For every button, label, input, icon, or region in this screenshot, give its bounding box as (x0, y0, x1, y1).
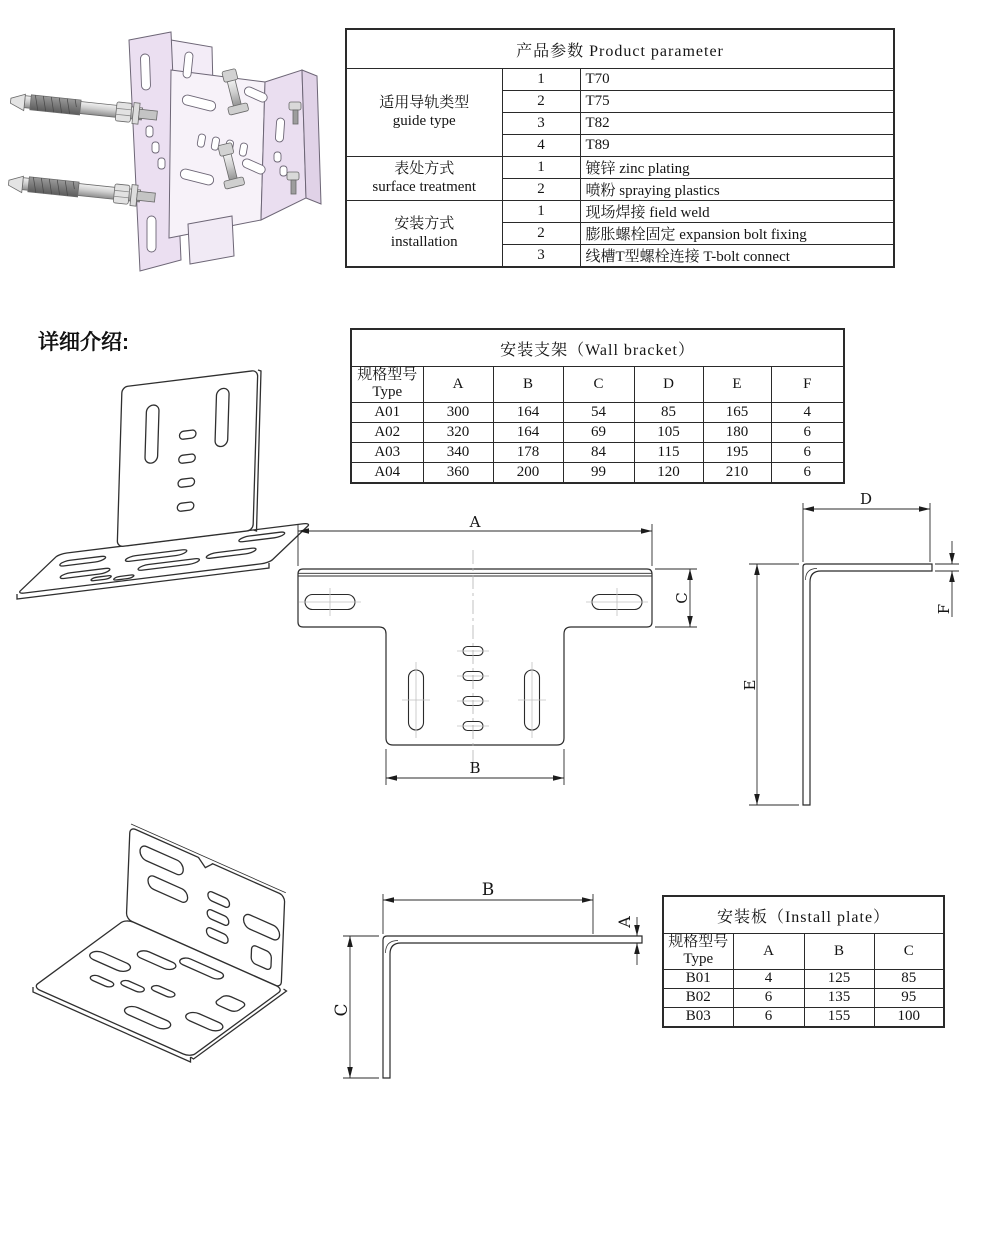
row-index-cell: 4 (502, 135, 580, 157)
column-header-type (663, 934, 733, 970)
cell-value: 95 (874, 988, 944, 1007)
table-row (346, 69, 894, 91)
cell-value: 85 (874, 969, 944, 988)
dimension-c (332, 936, 379, 1078)
table-row (663, 988, 944, 1007)
row-value-cell: 膨胀螺栓固定 expansion bolt fixing (580, 223, 894, 245)
cell-value: 6 (771, 442, 844, 462)
row-value-cell: T75 (580, 91, 894, 113)
column-header: F (771, 367, 844, 403)
group-label-en: guide type (392, 112, 456, 129)
type-header-cn: 规格型号 (668, 934, 729, 950)
row-value-cell: T70 (580, 69, 894, 91)
cell-value: 135 (804, 988, 874, 1007)
product-photo-3d (8, 10, 333, 288)
table-row (663, 1007, 944, 1027)
dimension-c (655, 569, 697, 627)
cell-value: 300 (423, 402, 493, 422)
cell-type: B03 (663, 1007, 733, 1027)
dimension-b (383, 880, 593, 934)
group-label-en: installation (390, 233, 458, 250)
cell-type: B01 (663, 969, 733, 988)
column-header-type (351, 367, 423, 403)
group-label-en: surface treatment (372, 178, 477, 195)
column-header: A (733, 934, 804, 970)
table-title: 安装支架（Wall bracket） (351, 329, 844, 367)
table-row (351, 329, 844, 367)
dimension-d (803, 490, 930, 562)
row-group-label (346, 201, 502, 268)
cell-value: 210 (703, 462, 771, 483)
column-header: A (423, 367, 493, 403)
cell-type: B02 (663, 988, 733, 1007)
column-header: B (804, 934, 874, 970)
wall-bracket-table (350, 328, 845, 484)
cell-value: 6 (771, 462, 844, 483)
cell-value: 115 (634, 442, 703, 462)
cell-type: A04 (351, 462, 423, 483)
row-value-cell: 镀锌 zinc plating (580, 157, 894, 179)
dimension-label-b: B (481, 880, 495, 900)
table-row (351, 402, 844, 422)
cell-value: 99 (563, 462, 634, 483)
row-group-label (346, 157, 502, 201)
cell-value: 360 (423, 462, 493, 483)
row-index-cell: 1 (502, 201, 580, 223)
row-index-cell: 2 (502, 179, 580, 201)
dimension-label-b: B (469, 759, 481, 777)
group-label-cn: 安装方式 (394, 216, 455, 233)
profile-outline (803, 564, 932, 805)
install-plate-side-view (330, 873, 655, 1110)
cell-value: 85 (634, 402, 703, 422)
table-title: 产品参数 Product parameter (346, 29, 894, 69)
column-header: B (493, 367, 563, 403)
wall-bracket-iso-drawing (12, 345, 322, 635)
table-row (663, 969, 944, 988)
side-flange (261, 70, 306, 220)
section-heading: 详细介绍: (38, 331, 129, 354)
table-row (351, 367, 844, 403)
type-header-en: Type (372, 384, 403, 401)
dimension-label-d: D (859, 490, 873, 508)
column-header: C (874, 934, 944, 970)
table-row (351, 462, 844, 483)
cell-value: 69 (563, 422, 634, 442)
cell-value: 320 (423, 422, 493, 442)
cell-value: 200 (493, 462, 563, 483)
table-row (346, 157, 894, 179)
row-index-cell: 1 (502, 69, 580, 91)
cell-value: 4 (771, 402, 844, 422)
row-value-cell: 线槽T型螺栓连接 T-bolt connect (580, 245, 894, 268)
cell-value: 155 (804, 1007, 874, 1027)
dimension-label-e: E (741, 679, 759, 691)
dimension-label-a: A (469, 513, 481, 531)
row-value-cell: T82 (580, 113, 894, 135)
row-value-cell: 现场焊接 field weld (580, 201, 894, 223)
cell-value: 6 (733, 1007, 804, 1027)
row-index-cell: 2 (502, 223, 580, 245)
table-title: 安装板（Install plate） (663, 896, 944, 934)
cell-value: 84 (563, 442, 634, 462)
dimension-label-f: F (935, 603, 953, 615)
table-row (346, 201, 894, 223)
cell-value: 340 (423, 442, 493, 462)
cell-value: 105 (634, 422, 703, 442)
row-value-cell: T89 (580, 135, 894, 157)
install-plate-table (662, 895, 945, 1028)
cell-value: 164 (493, 422, 563, 442)
row-value-cell: 喷粉 spraying plastics (580, 179, 894, 201)
row-group-label (346, 69, 502, 157)
group-label-cn: 表处方式 (394, 161, 455, 178)
dimension-label-a: A (615, 916, 634, 928)
install-plate-iso-drawing (5, 813, 320, 1108)
dimension-label-c: C (673, 592, 691, 604)
table-row (351, 422, 844, 442)
column-header: D (634, 367, 703, 403)
cell-value: 120 (634, 462, 703, 483)
cell-value: 125 (804, 969, 874, 988)
table-row (351, 442, 844, 462)
wall-bracket-side-view (735, 483, 995, 825)
slot-centermarks (299, 588, 648, 738)
row-index-cell: 3 (502, 245, 580, 268)
slots (305, 595, 642, 731)
bend-line (806, 569, 818, 581)
column-header: E (703, 367, 771, 403)
group-label-cn: 适用导轨类型 (379, 95, 470, 112)
dimension-label-c: C (332, 1003, 352, 1017)
cell-value: 178 (493, 442, 563, 462)
row-index-cell: 3 (502, 113, 580, 135)
cell-value: 165 (703, 402, 771, 422)
cell-value: 6 (733, 988, 804, 1007)
product-parameter-table (345, 28, 895, 268)
wall-bracket-front-view (285, 502, 705, 802)
iso-upright-plate (117, 370, 258, 547)
cell-value: 164 (493, 402, 563, 422)
profile-outline (383, 936, 642, 1078)
cell-value: 4 (733, 969, 804, 988)
table-row (346, 29, 894, 69)
cell-value: 54 (563, 402, 634, 422)
table-row (663, 896, 944, 934)
cell-value: 100 (874, 1007, 944, 1027)
cell-type: A03 (351, 442, 423, 462)
dimension-f (935, 541, 959, 617)
dimension-e (741, 564, 799, 805)
dimension-b (386, 749, 564, 785)
cell-value: 6 (771, 422, 844, 442)
type-header-cn: 规格型号 (357, 367, 418, 383)
cell-value: 195 (703, 442, 771, 462)
column-header: C (563, 367, 634, 403)
cell-type: A01 (351, 402, 423, 422)
type-header-en: Type (683, 951, 714, 968)
row-index-cell: 2 (502, 91, 580, 113)
cell-value: 180 (703, 422, 771, 442)
dimension-a (615, 916, 640, 965)
dimension-a (298, 513, 652, 566)
row-index-cell: 1 (502, 157, 580, 179)
table-row (663, 934, 944, 970)
cell-type: A02 (351, 422, 423, 442)
